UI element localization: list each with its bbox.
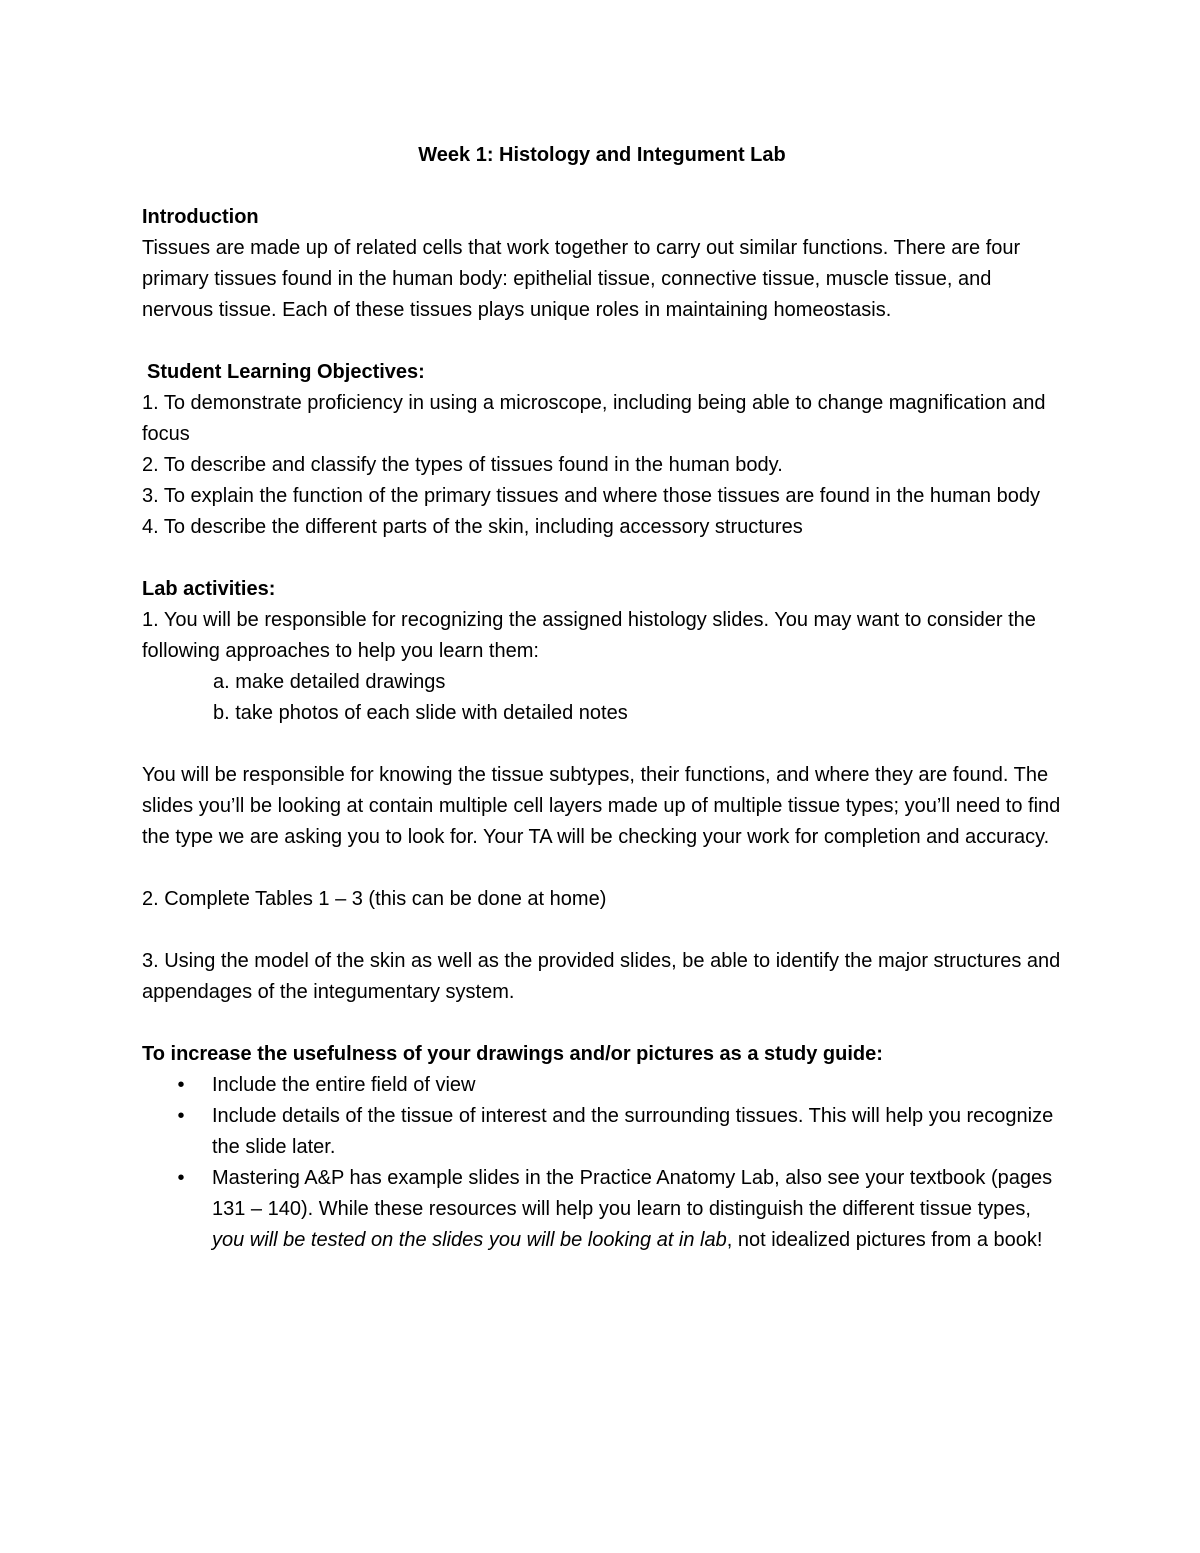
activity-item-1: 1. You will be responsible for recognizing the assigned histology slides. You may want to consider the following approaches to help you learn them: — [142, 609, 1036, 662]
objective-item-1: 1. To demonstrate proficiency in using a microscope, including being able to change magnification and focus — [142, 392, 1046, 445]
activities-heading: Lab activities: — [142, 578, 276, 600]
objective-item-2: 2. To describe and classify the types of tissues found in the human body. — [142, 454, 783, 476]
responsibility-paragraph: You will be responsible for knowing the tissue subtypes, their functions, and where they are found. The slides you’ll be looking at contain multiple cell layers made up of multiple tissue types; you’ll need to find the type we are asking you to look for. Your TA will be checking your work for completion and accuracy. — [142, 764, 1061, 848]
list-item-text-italic: you will be tested on the slides you will be looking at in lab — [212, 1229, 727, 1251]
bullet-icon: • — [177, 1167, 185, 1189]
document-content — [142, 140, 1062, 1256]
objective-item-3: 3. To explain the function of the primary tissues and where those tissues are found in the human body — [142, 485, 1040, 507]
bullet-icon: • — [177, 1074, 185, 1096]
study-guide-heading: To increase the usefulness of your drawings and/or pictures as a study guide: — [142, 1043, 883, 1065]
spacer — [142, 915, 1062, 946]
spacer — [142, 853, 1062, 884]
bullet-icon: • — [177, 1105, 185, 1127]
activity-sub-item-b: b. take photos of each slide with detailed notes — [213, 702, 628, 724]
introduction-heading: Introduction — [142, 206, 259, 228]
list-item — [142, 1101, 1062, 1163]
introduction-text: Tissues are made up of related cells that work together to carry out similar functions. There are four primary tissues found in the human body: epithelial tissue, connective tissue, muscle tissue, and nervous tissue. Each of these tissues plays unique roles in maintaining homeostasis. — [142, 237, 1021, 321]
list-item-text: Include details of the tissue of interest and the surrounding tissues. This will help you recognize the slide later. — [212, 1105, 1054, 1158]
spacer — [142, 543, 1062, 574]
list-item — [142, 1163, 1062, 1256]
objective-item-4: 4. To describe the different parts of the skin, including accessory structures — [142, 516, 803, 538]
activity-item-3: 3. Using the model of the skin as well as the provided slides, be able to identify the major structures and appendages of the integumentary system. — [142, 950, 1061, 1003]
list-item-text: Include the entire field of view — [212, 1074, 476, 1096]
study-guide-list — [142, 1070, 1062, 1256]
list-item-text-after: , not idealized pictures from a book! — [726, 1229, 1043, 1251]
list-item — [142, 1070, 1062, 1101]
spacer — [142, 1008, 1062, 1039]
page-title: Week 1: Histology and Integument Lab — [418, 144, 786, 166]
activity-sub-item-a: a. make detailed drawings — [213, 671, 446, 693]
objectives-heading: Student Learning Objectives: — [147, 361, 425, 383]
spacer — [142, 326, 1062, 357]
spacer — [142, 729, 1062, 760]
activity-item-2: 2. Complete Tables 1 – 3 (this can be done at home) — [142, 888, 607, 910]
list-item-text-before: Mastering A&P has example slides in the Practice Anatomy Lab, also see your textbook (pages 131 – 140). While these resources will help you learn to distinguish the different tissue types, — [212, 1167, 1053, 1220]
